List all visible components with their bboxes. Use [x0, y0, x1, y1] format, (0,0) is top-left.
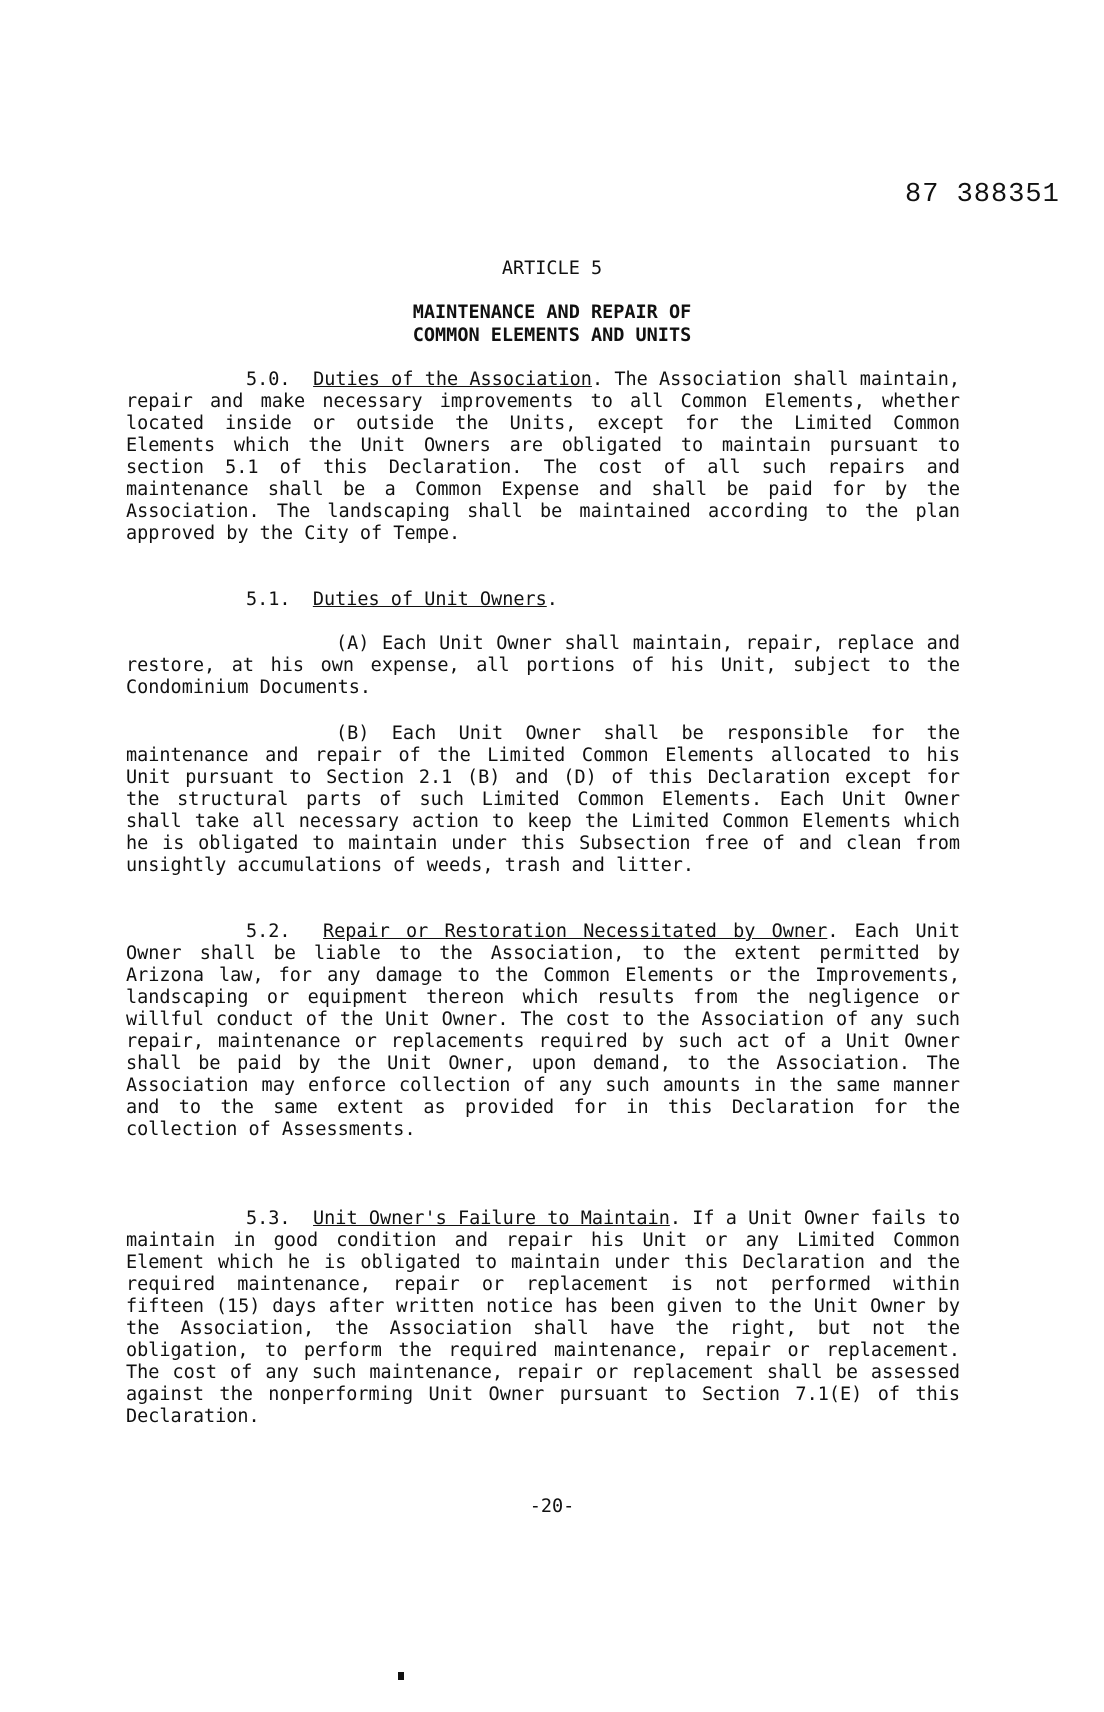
section-5-1-heading — [126, 589, 960, 611]
section-title-period: . — [546, 589, 558, 610]
section-number: 5.2. — [246, 921, 291, 942]
document-number: 87 388351 — [905, 180, 1060, 210]
section-5-2 — [126, 921, 960, 1141]
page-number: -20- — [529, 1496, 575, 1517]
section-body: . Each Unit Owner shall be liable to the Association, to the extent permitted by Arizona law, for any damage to the Common Elements or the Improvements, landscaping or equipment thereon which results from the negligence or willful conduct of the Unit Owner. The cost to the Association of any such repair, maintenance or replacements required by such act of a Unit Owner shall be paid by the Unit Owner, upon demand, to the Association. The Association may enforce collection of any such amounts in the same manner and to the same extent as provided for in this Declaration for the collection of Assessments. — [126, 921, 960, 1140]
section-number: 5.0. — [246, 369, 291, 390]
section-title: Duties of Unit Owners — [312, 589, 547, 610]
section-number: 5.3. — [246, 1208, 291, 1229]
article-heading: ARTICLE 5 — [501, 258, 603, 279]
section-body: . The Association shall maintain, repair and make necessary improvements to all Common Elements, whether located inside or outside the Units, except for the Limited Common Elements which the Unit Owners are obligated to maintain pursuant to section 5.1 of this Declaration. The cost of all such repairs and maintenance shall be a Common Expense and shall be paid for by the Association. The landscaping shall be maintained according to the plan approved by the City of Tempe. — [126, 369, 960, 544]
section-5-3 — [126, 1208, 960, 1428]
section-title: Duties of the Association — [313, 369, 592, 390]
section-body: . If a Unit Owner fails to maintain in good condition and repair his Unit or any Limited Common Element which he is obligated to maintain under this Declaration and the required maintenance, repair or replacement is not performed within fifteen (15) days after written notice has been given to the Unit Owner by the Association, the Association shall have the right, but not the obligation, to perform the required maintenance, repair or replacement. The cost of any such maintenance, repair or replacement shall be assessed against the nonperforming Unit Owner pursuant to Section 7.1(E) of this Declaration. — [126, 1208, 960, 1427]
article-title-line-1: MAINTENANCE AND REPAIR OF — [412, 302, 692, 323]
article-title-line-2: COMMON ELEMENTS AND UNITS — [412, 325, 692, 346]
scan-artifact-mark — [398, 1672, 404, 1680]
section-title: Unit Owner's Failure to Maintain — [313, 1208, 670, 1229]
section-5-0 — [126, 369, 960, 545]
section-number: 5.1. — [246, 589, 291, 610]
section-5-1-a: (A) Each Unit Owner shall maintain, repair, replace and restore, at his own expense, all portions of his Unit, subject to the Condominium Documents. — [126, 633, 960, 698]
section-title: Repair or Restoration Necessitated by Owner — [323, 921, 828, 942]
section-5-1-b: (B) Each Unit Owner shall be responsible for the maintenance and repair of the Limited Common Elements allocated to his Unit pursuant to Section 2.1 (B) and (D) of this Declaration except for the structural parts of such Limited Common Elements. Each Unit Owner shall take all necessary action to keep the Limited Common Elements which he is obligated to maintain under this Subsection free of and clean from unsightly accumulations of weeds, trash and litter. — [126, 723, 960, 876]
